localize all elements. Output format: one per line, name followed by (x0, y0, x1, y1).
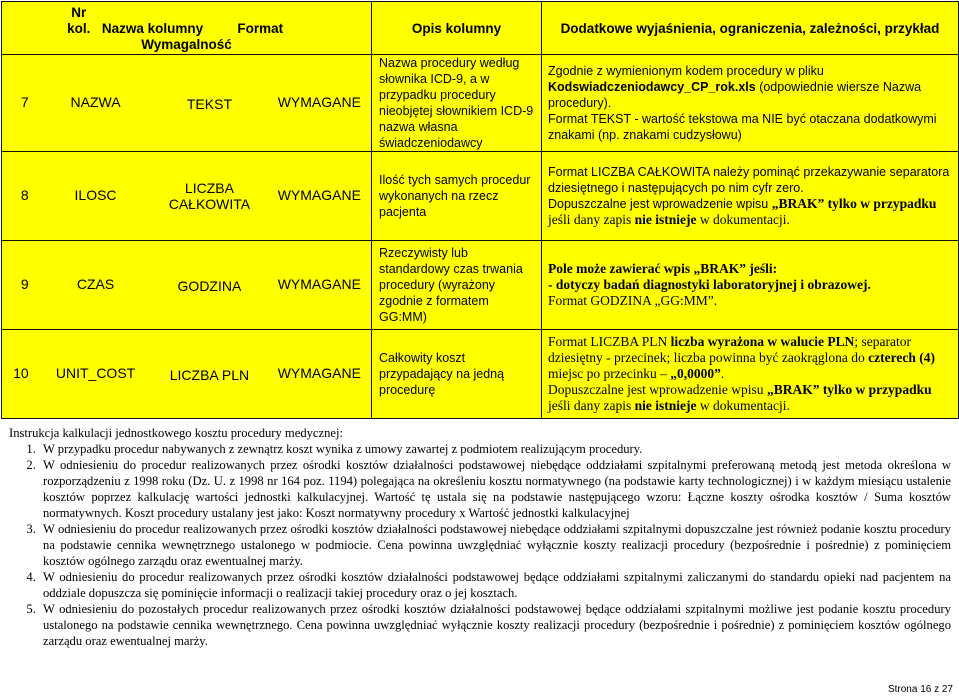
expl-part: Format LICZBA PLN (548, 334, 671, 349)
expl-part: jeśli dany zapis (548, 212, 635, 227)
expl-part: Zgodnie z wymienionym kodem procedury w pliku (548, 64, 824, 78)
expl-part: „BRAK” tylko w przypadku (766, 382, 932, 397)
table-row (2, 152, 959, 241)
expl-part: Format TEKST - wartość tekstowa ma NIE być otaczana dodatkowymi znakami (np. znakami cudzysłowu) (548, 112, 937, 142)
row-explanation (542, 152, 959, 241)
expl-part: Format GODZINA „GG:MM”. (548, 293, 718, 308)
expl-part: w dokumentacji. (696, 212, 790, 227)
header-nazwa: Nazwa kolumny (101, 20, 204, 36)
expl-part: liczba wyrażona w walucie PLN (670, 334, 855, 349)
list-item: 2. W odniesieniu do procedur realizowanych przez ośrodki kosztów działalności podstawowej niebędące oddziałami szpitalnymi preferowaną metodą jest metoda określona w rozporządzeniu z 1998 roku (Dz. U. z 1998 nr 164 poz. 1194) polegająca na określeniu kosztu normatywnego (na podstawie karty technologicznej) i w każdym miesiącu ustalenie kosztów poprzez kalkulację wartości jednostki kalkulacyjnej. Wartość tę ustala się na podstawie następującego wzoru: Łączne koszty ośrodka kosztów / Suma kosztów normatywnych. Koszt procedury ustalany jest jako: Koszt normatywny procedury x Wartość jednostki kalkulacyjnej (39, 457, 951, 521)
instructions-section (9, 425, 951, 649)
header-left-group (2, 2, 372, 55)
row-format: LICZBA CAŁKOWITA (168, 180, 251, 212)
row-number: 7 (20, 94, 29, 111)
expl-part: miejsc po przecinku – (548, 366, 671, 381)
row-format: LICZBA PLN (169, 366, 250, 383)
row-name: CZAS (76, 276, 115, 293)
row-description: Rzeczywisty lub standardowy czas trwania procedury (wyrażony zgodnie z formatem GG:MM) (372, 241, 542, 330)
expl-part: Pole może zawierać wpis „BRAK” jeśli: (548, 261, 778, 276)
header-opis: Opis kolumny (372, 2, 542, 55)
list-item: 4. W odniesieniu do procedur realizowanych przez ośrodki kosztów działalności podstawowej będące oddziałami szpitalnymi zaliczanymi do standardu opieki nad pacjentem na oddziale dopuszcza się pominięcie informacji o realizacji takiej procedury oraz o jej kosztach. (39, 569, 951, 601)
expl-part: w dokumentacji. (696, 398, 790, 413)
row-format: TEKST (186, 95, 232, 112)
row-fields (2, 55, 372, 152)
header-format: Format (237, 21, 284, 37)
row-explanation (542, 55, 959, 152)
expl-part: ; separator dziesiętny - przecinek; liczba powinna być zaokrąglona do (548, 334, 911, 365)
row-requirement: WYMAGANE (277, 365, 361, 382)
expl-part: „BRAK” tylko w przypadku (771, 196, 937, 211)
expl-part: nie istnieje (634, 212, 697, 227)
list-item: 5. W odniesieniu do pozostałych procedur realizowanych przez ośrodki kosztów działalności podstawowej będące oddziałami szpitalnymi możliwe jest podanie kosztu procedury ustalonego na podstawie cennika wewnętrznego. Cena powinna uwzględniać wyłącznie koszty realizacji procedury (bezpośrednie i pośrednie) z pominięciem kosztów ogólnego zarządu oraz ewentualnej marży. (39, 601, 951, 649)
table-row (2, 241, 959, 330)
row-name: ILOSC (74, 186, 117, 203)
expl-part: - dotyczy badań diagnostyki laboratoryjnej i obrazowej. (548, 277, 871, 292)
row-requirement: WYMAGANE (277, 186, 361, 203)
table-row (2, 55, 959, 152)
expl-part: . (720, 366, 725, 381)
row-fields (2, 152, 372, 241)
expl-part: Dopuszczalne jest wprowadzenie wpisu (548, 197, 772, 211)
row-number: 9 (20, 276, 29, 293)
specification-table (1, 1, 959, 419)
page-number: Strona 16 z 27 (887, 684, 953, 695)
row-fields (2, 330, 372, 419)
expl-part: (odpowiednie wiersze Nazwa procedury). (548, 80, 922, 110)
instructions-title: Instrukcja kalkulacji jednostkowego kosztu procedury medycznej: (9, 426, 343, 440)
header-nr: Nr kol. (67, 4, 91, 36)
header-dodatkowe: Dodatkowe wyjaśnienia, ograniczenia, zależności, przykład (542, 2, 959, 55)
expl-part: „0,0000” (670, 366, 721, 381)
row-name: NAZWA (70, 94, 121, 111)
expl-part: Format LICZBA CAŁKOWITA należy pominąć przekazywanie separatora dziesiętnego i następujących po nim cyfr zero. (548, 165, 950, 195)
row-description: Całkowity koszt przypadający na jedną procedurę (372, 330, 542, 419)
expl-part: Kodswiadczeniodawcy_CP_rok.xls (548, 80, 756, 94)
expl-part: czterech (4) (868, 350, 935, 365)
instructions-list (9, 441, 951, 649)
row-fields (2, 241, 372, 330)
expl-part: nie istnieje (634, 398, 697, 413)
row-description: Nazwa procedury według słownika ICD-9, a w przypadku procedury nieobjętej słownikiem ICD-9 nazwa własna świadczeniodawcy (372, 55, 542, 152)
list-item: 3. W odniesieniu do procedur realizowanych przez ośrodki kosztów działalności podstawowej niebędące oddziałami szpitalnymi dopuszczalne jest również podanie kosztu procedury na podstawie cennika wewnętrznego ustalonego w podmiocie. Cena powinna uwzględniać wyłącznie koszty realizacji procedury (bezpośrednie i pośrednie) z pominięciem kosztów ogólnego zarządu oraz ewentualnej marży. (39, 521, 951, 569)
expl-part: jeśli dany zapis (548, 398, 635, 413)
header-wymagalnosc: Wymagalność (141, 36, 232, 52)
table-header-row (2, 2, 959, 55)
table-row (2, 330, 959, 419)
row-explanation (542, 330, 959, 419)
row-name: UNIT_COST (55, 365, 136, 382)
expl-part: Dopuszczalne jest wprowadzenie wpisu (548, 382, 767, 397)
row-description: Ilość tych samych procedur wykonanych na rzecz pacjenta (372, 152, 542, 241)
row-format: GODZINA (177, 277, 242, 294)
row-number: 8 (20, 186, 29, 203)
row-requirement: WYMAGANE (277, 276, 361, 293)
row-explanation (542, 241, 959, 330)
row-requirement: WYMAGANE (277, 94, 361, 111)
row-number: 10 (13, 365, 29, 382)
list-item: 1. W przypadku procedur nabywanych z zewnątrz koszt wynika z umowy zawartej z podmiotem realizującym procedury. (39, 441, 951, 457)
